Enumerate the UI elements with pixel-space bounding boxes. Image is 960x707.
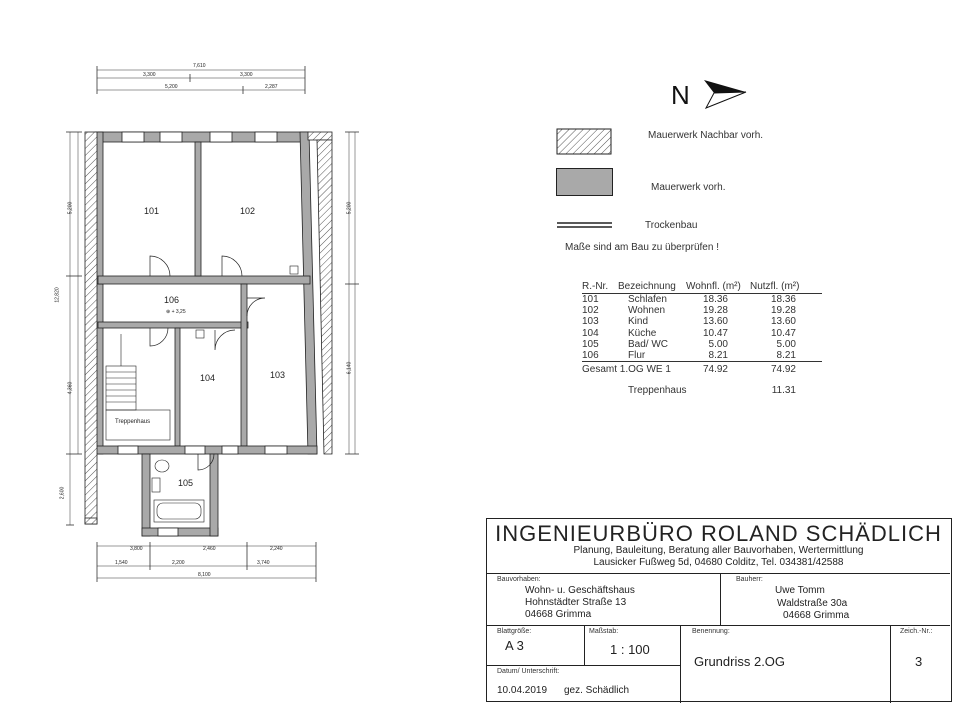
legend-grey-swatch [556, 168, 613, 196]
schedule-total-row [582, 362, 822, 376]
schedule-nutz: 8.21 [776, 350, 796, 362]
dim-bottom-a: 3,800 [130, 546, 143, 552]
date-value: 10.04.2019 [497, 685, 548, 696]
schedule-total-label: Gesamt 1.OG WE 1 [582, 362, 686, 376]
dim-left-c: 4,360 [67, 381, 74, 395]
schedule-name: Schlafen [628, 294, 667, 305]
signature-value: gez. Schädlich [564, 685, 630, 696]
drawing-no-value: 3 [915, 654, 923, 669]
schedule-header-no: R.-Nr. [582, 281, 618, 294]
schedule-row [582, 294, 822, 306]
schedule-header-row [582, 281, 822, 294]
schedule-header-name: Bezeichnung [618, 281, 686, 294]
dim-bottom-d: 1,540 [115, 560, 128, 566]
room-schedule [582, 281, 822, 397]
north-arrow-icon [702, 78, 748, 110]
sheet-size-value: A 3 [505, 638, 524, 653]
schedule-wohn: 19.28 [702, 305, 728, 317]
title-divider-1 [487, 573, 950, 574]
title-block [486, 518, 952, 702]
dim-bottom-total: 8,100 [198, 572, 211, 578]
north-letter: N [671, 80, 690, 110]
designation-value: Grundriss 2.OG [694, 654, 786, 669]
dim-top-total: 7,610 [193, 63, 206, 69]
legend-hatch-swatch [556, 128, 614, 158]
schedule-header-wohn: Wohnfl. (m²) [686, 281, 750, 294]
title-divider-v4 [890, 625, 891, 703]
schedule-row [582, 305, 822, 316]
room-label-104: 104 [200, 373, 216, 383]
schedule-stair-label: Treppenhaus [628, 385, 687, 397]
client-line-2: Waldstraße 30a [777, 598, 848, 609]
dim-bottom-b: 2,460 [203, 546, 216, 552]
dim-top-d: 2,287 [265, 84, 278, 90]
schedule-no: 102 [582, 305, 599, 317]
schedule-wohn: 8.21 [708, 350, 728, 362]
schedule-row [582, 316, 822, 327]
schedule-stair-row [582, 375, 822, 396]
title-divider-v1 [720, 573, 721, 625]
schedule-name: Flur [628, 350, 646, 362]
title-divider-v3 [680, 625, 681, 703]
project-line-1: Wohn- u. Geschäftshaus [525, 585, 635, 596]
client-line-1: Uwe Tomm [775, 585, 825, 596]
schedule-no: 106 [582, 350, 599, 362]
schedule-row [582, 350, 822, 362]
project-line-3: 04668 Grimma [525, 609, 592, 620]
room-label-101: 101 [144, 206, 160, 216]
dim-left-a: 5,200 [67, 201, 74, 215]
company-name: INGENIEURBÜRO ROLAND SCHÄDLICH [495, 521, 942, 546]
schedule-wohn: 10.47 [702, 327, 728, 339]
height-mark: ⊕ + 3,25 [166, 309, 186, 315]
date-label: Datum/ Unterschrift: [497, 668, 560, 675]
schedule-nutz: 19.28 [770, 305, 796, 317]
schedule-name: Kind [628, 316, 649, 328]
dim-top-a: 3,300 [143, 72, 156, 78]
schedule-no: 105 [582, 338, 599, 350]
drawing-no-label: Zeich.-Nr.: [900, 628, 933, 635]
schedule-wohn: 13.60 [702, 316, 728, 328]
title-divider-3 [487, 665, 680, 666]
schedule-header-nutz: Nutzfl. (m²) [750, 281, 822, 294]
schedule-nutz: 5.00 [776, 338, 796, 350]
dim-left-b: 12,820 [54, 287, 61, 303]
dim-right-a: 5,200 [346, 201, 353, 215]
legend-label-drywall: Trockenbau [645, 220, 698, 231]
dimension-note: Maße sind am Bau zu überprüfen ! [565, 242, 719, 253]
schedule-row [582, 339, 822, 350]
schedule-nutz: 10.47 [770, 327, 796, 339]
room-label-106: 106 [164, 295, 180, 305]
title-divider-v2 [584, 625, 585, 665]
designation-label: Benennung: [692, 628, 730, 635]
schedule-no: 104 [582, 327, 599, 339]
dim-top-c: 5,200 [165, 84, 178, 90]
doors [150, 256, 265, 470]
client-line-3: 04668 Grimma [783, 610, 850, 621]
company-services: Planung, Bauleitung, Beratung aller Bauvorhaben, Wertermittlung [573, 545, 864, 556]
schedule-nutz: 13.60 [770, 316, 796, 328]
walls [95, 132, 317, 536]
company-address: Lausicker Fußweg 5d, 04680 Colditz, Tel. 034381/42588 [593, 557, 844, 568]
schedule-no: 103 [582, 316, 599, 328]
schedule-row [582, 328, 822, 339]
project-label: Bauvorhaben: [497, 576, 541, 583]
scale-value: 1 : 100 [610, 642, 650, 657]
dim-bottom-c: 2,240 [270, 546, 283, 552]
schedule-total-nutz: 74.92 [750, 362, 822, 376]
room-label-103: 103 [270, 370, 286, 380]
room-label-105: 105 [178, 478, 194, 488]
dim-left-d: 2,600 [59, 486, 66, 500]
dim-bottom-e: 2,200 [172, 560, 185, 566]
schedule-stair-nutz: 11.31 [771, 385, 796, 397]
schedule-no: 101 [582, 294, 599, 305]
dim-right-b: 6,140 [346, 361, 353, 375]
schedule-name: Küche [628, 327, 657, 339]
legend-drywall-swatch [556, 220, 614, 230]
legend-label-neighbour: Mauerwerk Nachbar vorh. [648, 130, 764, 141]
title-divider-2 [487, 625, 950, 626]
room-label-102: 102 [240, 206, 256, 216]
dim-top-b: 3,300 [240, 72, 253, 78]
schedule-wohn: 18.36 [702, 294, 728, 305]
scale-label: Maßstab: [589, 628, 619, 635]
dim-bottom-f: 3,740 [257, 560, 270, 566]
schedule-name: Wohnen [628, 305, 666, 317]
schedule-name: Bad/ WC [628, 338, 669, 350]
client-label: Bauherr: [736, 576, 763, 583]
schedule-total-wohn: 74.92 [686, 362, 750, 376]
schedule-wohn: 5.00 [708, 338, 728, 350]
project-line-2: Hohnstädter Straße 13 [525, 597, 627, 608]
legend-label-existing: Mauerwerk vorh. [651, 182, 726, 193]
sheet-size-label: Blattgröße: [497, 628, 532, 635]
room-label-stair: Treppenhaus [115, 419, 151, 425]
schedule-nutz: 18.36 [770, 294, 796, 305]
